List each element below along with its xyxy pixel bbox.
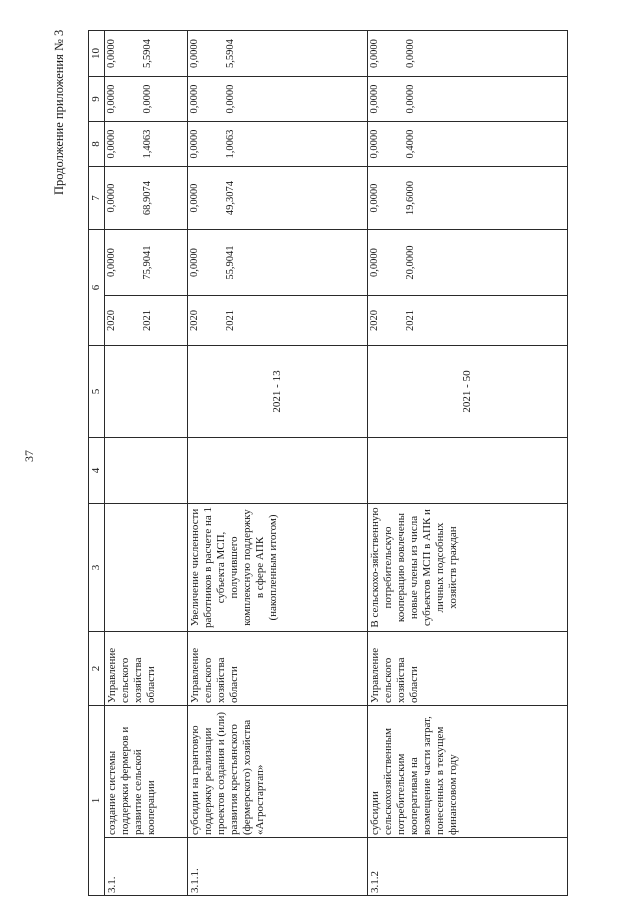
- value: 0,4000: [405, 129, 416, 159]
- value: 0,0000: [189, 39, 200, 68]
- value: 0,0000: [189, 129, 200, 159]
- row-col6: [105, 230, 188, 296]
- header-cell-4: 4: [89, 438, 105, 504]
- page-number: 37: [22, 450, 36, 462]
- continuation-label: Продолжение приложения № 3: [52, 29, 66, 195]
- value: 0,0000: [369, 129, 380, 159]
- year-2020: 2020: [106, 310, 117, 331]
- table-row: [105, 31, 188, 896]
- year-2021: 2021: [225, 310, 236, 331]
- value: 0,0000: [369, 39, 380, 68]
- row-col6: [368, 230, 568, 296]
- year-2021: 2021: [405, 310, 416, 331]
- value: 19,6000: [405, 180, 416, 216]
- value: 5,5904: [225, 39, 236, 68]
- row-col6: [188, 230, 368, 296]
- year-2021: 2021: [142, 310, 153, 331]
- program-table: [88, 30, 568, 896]
- year-2020: 2020: [369, 310, 380, 331]
- row-col10: [105, 31, 188, 77]
- row-col10: [188, 31, 368, 77]
- row-col4: [105, 438, 188, 504]
- table-row: [188, 31, 368, 896]
- row-col7: [368, 167, 568, 230]
- header-cell-1: 1: [89, 706, 105, 896]
- row-col9: [368, 77, 568, 122]
- value: 0,0000: [106, 183, 117, 213]
- row-indicator: В сельскохо-зяйственную потребительскую кооперацию вовлечены новые члены из числа субъектов МСП в АПК и личных подсобных хозяйств граждан: [368, 504, 568, 632]
- header-cell-2: 2: [89, 632, 105, 706]
- header-cell-3: 3: [89, 504, 105, 632]
- header-cell-10: 10: [89, 31, 105, 77]
- value: 75,9041: [142, 245, 153, 280]
- row-years: [105, 296, 188, 346]
- value: 0,0000: [142, 84, 153, 114]
- row-col4: [188, 438, 368, 504]
- value: 20,0000: [405, 245, 416, 280]
- value: 0,0000: [405, 39, 416, 68]
- header-cell-5: 5: [89, 346, 105, 438]
- row-col9: [188, 77, 368, 122]
- row-col5: [105, 346, 188, 438]
- header-cell-6: 6: [89, 230, 105, 346]
- row-executor: Управление сельского хозяйства области: [105, 632, 188, 706]
- row-number: 3.1.: [105, 838, 188, 896]
- value: 1,4063: [142, 129, 153, 159]
- row-col4: [368, 438, 568, 504]
- rotated-table-container: [88, 31, 613, 896]
- value: 0,0000: [189, 84, 200, 114]
- row-name: субсидии сельскохозяйственным потребительским кооперативам на возмещение части затрат, понесенных в текущем финансовом году: [368, 706, 568, 838]
- value: 0,0000: [369, 248, 380, 277]
- row-name: создание системы поддержки фермеров и развитие сельской кооперации: [105, 706, 188, 838]
- value: 0,0000: [106, 129, 117, 159]
- header-cell-7: 7: [89, 167, 105, 230]
- header-cell-8: 8: [89, 122, 105, 167]
- row-executor: Управление сельского хозяйства области: [188, 632, 368, 706]
- value: 0,0000: [189, 248, 200, 277]
- row-col8: [368, 122, 568, 167]
- value: 0,0000: [106, 248, 117, 277]
- row-number: 3.1.1.: [188, 838, 368, 896]
- value: 0,0000: [225, 84, 236, 114]
- row-executor: Управление сельского хозяйства области: [368, 632, 568, 706]
- row-col7: [105, 167, 188, 230]
- header-cell-9: 9: [89, 77, 105, 122]
- value: 0,0000: [189, 183, 200, 213]
- row-years: [188, 296, 368, 346]
- table-row: [368, 31, 568, 896]
- row-name: субсидии на грантовую поддержку реализации проектов создания и (или) развития крестьянского (фермерского) хозяйства «Агростартап»: [188, 706, 368, 838]
- value: 0,0000: [405, 84, 416, 114]
- year-2020: 2020: [189, 310, 200, 331]
- row-col7: [188, 167, 368, 230]
- value: 55,9041: [225, 245, 236, 280]
- row-col9: [105, 77, 188, 122]
- value: 0,0000: [369, 84, 380, 114]
- row-indicator: Увеличение численности работников в расчете на 1 субъекта МСП, получившего комплексную поддержку в сфере АПК (накопленным итогом): [188, 504, 368, 632]
- value: 5,5904: [142, 39, 153, 68]
- value: 0,0000: [369, 183, 380, 213]
- value: 0,0000: [106, 39, 117, 68]
- value: 68,9074: [142, 180, 153, 216]
- row-years: [368, 296, 568, 346]
- value: 49,3074: [225, 180, 236, 216]
- row-number: 3.1.2: [368, 838, 568, 896]
- row-col5: 2021 - 50: [368, 346, 568, 438]
- row-col5: 2021 - 13: [188, 346, 368, 438]
- row-col8: [105, 122, 188, 167]
- row-col10: [368, 31, 568, 77]
- value: 1,0063: [225, 129, 236, 159]
- row-col8: [188, 122, 368, 167]
- value: 0,0000: [106, 84, 117, 114]
- row-indicator: [105, 504, 188, 632]
- header-row: [89, 31, 105, 896]
